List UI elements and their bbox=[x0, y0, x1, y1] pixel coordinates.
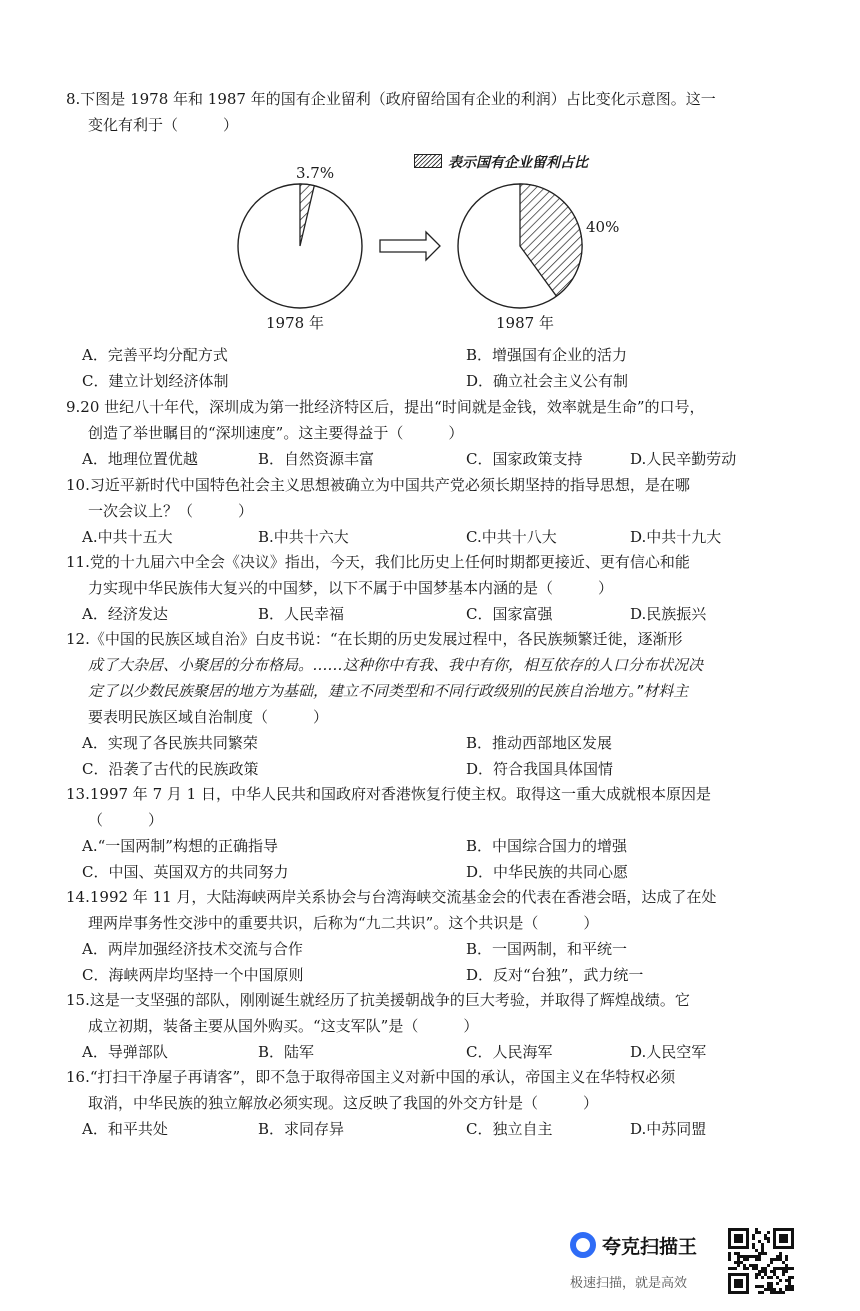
q8-line2: 变化有利于（ ） bbox=[88, 116, 239, 134]
question-16 bbox=[66, 1064, 806, 1142]
q14-option-c[interactable]: C．海峡两岸均坚持一个中国原则 bbox=[82, 966, 304, 984]
q11-line1: 11.党的十九届六中全会《决议》指出，今天，我们比历史上任何时期都更接近、更有信心和能 bbox=[66, 553, 690, 571]
qr-code-icon bbox=[728, 1228, 794, 1294]
q14-option-a[interactable]: A．两岸加强经济技术交流与合作 bbox=[82, 940, 303, 958]
question-12 bbox=[66, 626, 806, 782]
q11-line2: 力实现中华民族伟大复兴的中国梦，以下不属于中国梦基本内涵的是（ ） bbox=[88, 579, 614, 597]
q8-option-c[interactable]: C．建立计划经济体制 bbox=[82, 372, 229, 390]
q12-line1: 12.《中国的民族区域自治》白皮书说：“在长期的历史发展过程中，各民族频繁迁徙，逐渐形 bbox=[66, 630, 683, 648]
q10-option-b[interactable]: B.中共十六大 bbox=[258, 528, 349, 546]
q14-option-b[interactable]: B．一国两制，和平统一 bbox=[466, 940, 628, 958]
q15-option-b[interactable]: B．陆军 bbox=[258, 1043, 315, 1061]
brand-slogan: 极速扫描，就是高效 bbox=[570, 1276, 688, 1291]
q12-line2: 成了大杂居、小聚居的分布格局。……这种你中有我、我中有你，相互依存的人口分布状况决 bbox=[88, 656, 704, 674]
pie-figure bbox=[200, 150, 660, 340]
q15-line2: 成立初期，装备主要从国外购买。“这支军队”是（ ） bbox=[88, 1017, 479, 1035]
q13-line2: （ ） bbox=[88, 811, 164, 829]
brand-name: 夸克扫描王 bbox=[602, 1236, 698, 1258]
q16-option-a[interactable]: A．和平共处 bbox=[82, 1120, 168, 1138]
q13-option-a[interactable]: A.“一国两制”构想的正确指导 bbox=[82, 837, 278, 855]
q16-line2: 取消，中华民族的独立解放必须实现。这反映了我国的外交方针是（ ） bbox=[88, 1094, 599, 1112]
q13-option-c[interactable]: C．中国、英国双方的共同努力 bbox=[82, 863, 289, 881]
q12-option-c[interactable]: C．沿袭了古代的民族政策 bbox=[82, 760, 259, 778]
legend-text: 表示国有企业留利占比 bbox=[448, 155, 588, 171]
q15-option-d[interactable]: D.人民空军 bbox=[630, 1043, 707, 1061]
q9-option-d[interactable]: D.人民辛勤劳动 bbox=[630, 450, 737, 468]
label-1987-year: 1987 年 bbox=[496, 314, 554, 332]
question-13 bbox=[66, 781, 806, 885]
q8-option-d[interactable]: D．确立社会主义公有制 bbox=[466, 372, 629, 390]
q16-option-d[interactable]: D.中苏同盟 bbox=[630, 1120, 707, 1138]
q14-line2: 理两岸事务性交涉中的重要共识，后称为“九二共识”。这个共识是（ ） bbox=[88, 914, 599, 932]
question-14 bbox=[66, 884, 806, 988]
q16-option-c[interactable]: C．独立自主 bbox=[466, 1120, 553, 1138]
scanner-watermark bbox=[564, 1226, 800, 1296]
q15-option-c[interactable]: C．人民海军 bbox=[466, 1043, 553, 1061]
q11-option-d[interactable]: D.民族振兴 bbox=[630, 605, 707, 623]
q12-line4: 要表明民族区域自治制度（ ） bbox=[88, 708, 329, 726]
brand bbox=[570, 1232, 697, 1259]
q10-line2: 一次会议上？（ ） bbox=[88, 502, 254, 520]
q15-option-a[interactable]: A．导弹部队 bbox=[82, 1043, 168, 1061]
label-1987-value: 40% bbox=[586, 218, 620, 236]
question-8-options bbox=[66, 342, 806, 394]
q10-option-a[interactable]: A.中共十五大 bbox=[82, 528, 173, 546]
q10-line1: 10.习近平新时代中国特色社会主义思想被确立为中国共产党必须长期坚持的指导思想，是在哪 bbox=[66, 476, 690, 494]
q12-option-b[interactable]: B．推动西部地区发展 bbox=[466, 734, 613, 752]
q11-option-c[interactable]: C．国家富强 bbox=[466, 605, 553, 623]
q9-line2: 创造了举世瞩目的“深圳速度”。这主要得益于（ ） bbox=[88, 424, 464, 442]
q11-option-b[interactable]: B．人民幸福 bbox=[258, 605, 345, 623]
q8-option-a[interactable]: A．完善平均分配方式 bbox=[82, 346, 228, 364]
q10-option-c[interactable]: C.中共十八大 bbox=[466, 528, 557, 546]
question-15 bbox=[66, 987, 806, 1065]
q14-line1: 14.1992 年 11 月，大陆海峡两岸关系协会与台湾海峡交流基金会的代表在香港会晤，达成了在处 bbox=[66, 888, 717, 906]
quark-logo-icon bbox=[570, 1232, 596, 1258]
arrow-icon bbox=[380, 232, 440, 260]
question-11 bbox=[66, 549, 806, 627]
q12-option-d[interactable]: D．符合我国具体国情 bbox=[466, 760, 614, 778]
q10-option-d[interactable]: D.中共十九大 bbox=[630, 528, 722, 546]
q9-option-a[interactable]: A．地理位置优越 bbox=[82, 450, 198, 468]
q12-line3: 定了以少数民族聚居的地方为基础，建立不同类型和不同行政级别的民族自治地方。”材料主 bbox=[88, 682, 689, 700]
q13-line1: 13.1997 年 7 月 1 日，中华人民共和国政府对香港恢复行使主权。取得这一重大成就根本原因是 bbox=[66, 785, 711, 803]
label-1978-year: 1978 年 bbox=[266, 314, 324, 332]
q14-option-d[interactable]: D．反对“台独”，武力统一 bbox=[466, 966, 644, 984]
q15-line1: 15.这是一支坚强的部队，刚刚诞生就经历了抗美援朝战争的巨大考验，并取得了辉煌战绩。它 bbox=[66, 991, 690, 1009]
q16-line1: 16.“打扫干净屋子再请客”，即不急于取得帝国主义对新中国的承认，帝国主义在华特权必须 bbox=[66, 1068, 676, 1086]
q8-option-b[interactable]: B．增强国有企业的活力 bbox=[466, 346, 628, 364]
q9-line1: 9.20 世纪八十年代，深圳成为第一批经济特区后，提出“时间就是金钱，效率就是生命”的口号， bbox=[66, 398, 705, 416]
q13-option-d[interactable]: D．中华民族的共同心愿 bbox=[466, 863, 629, 881]
q9-option-b[interactable]: B．自然资源丰富 bbox=[258, 450, 375, 468]
q13-option-b[interactable]: B．中国综合国力的增强 bbox=[466, 837, 628, 855]
label-1978-value: 3.7% bbox=[296, 164, 335, 182]
question-10 bbox=[66, 472, 806, 550]
question-9 bbox=[66, 394, 806, 472]
q11-option-a[interactable]: A．经济发达 bbox=[82, 605, 168, 623]
q16-option-b[interactable]: B．求同存异 bbox=[258, 1120, 345, 1138]
q9-option-c[interactable]: C．国家政策支持 bbox=[466, 450, 583, 468]
hatch-swatch-icon bbox=[414, 154, 442, 168]
question-8 bbox=[66, 86, 806, 138]
legend bbox=[414, 152, 588, 172]
q8-line1: 8.下图是 1978 年和 1987 年的国有企业留利（政府留给国有企业的利润）占比变化示意图。这一 bbox=[66, 90, 716, 108]
q12-option-a[interactable]: A．实现了各民族共同繁荣 bbox=[82, 734, 258, 752]
